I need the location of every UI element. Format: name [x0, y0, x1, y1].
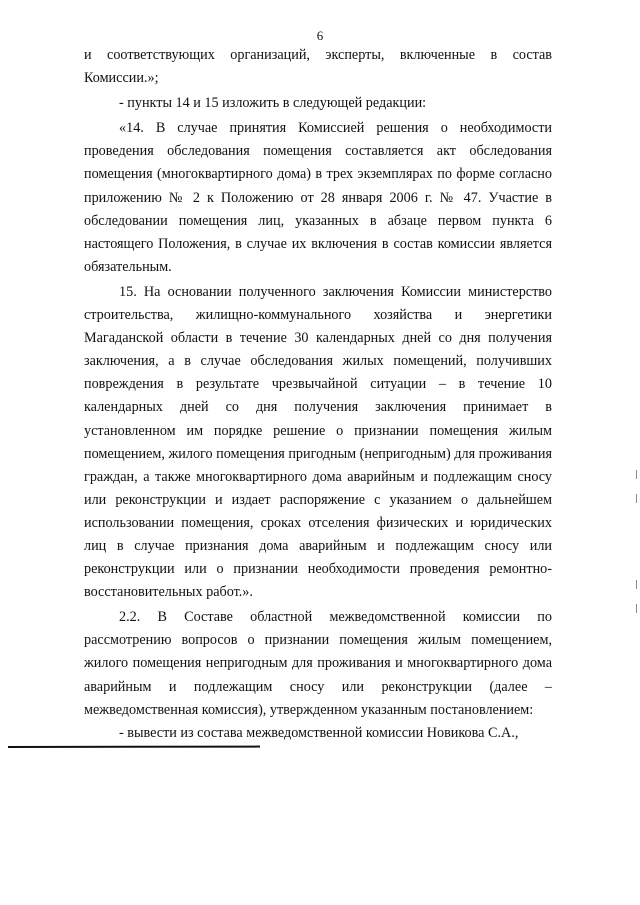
- scan-mark: [636, 604, 637, 613]
- paragraph-section-2-2: 2.2. В Составе областной межведомственной комиссии по рассмотрению вопросов о признании помещения жилым помещением, жилого помещения непригодным для проживания и многоквартирного дома аварийным и подлежащим сносу или реконструкции (далее – межведомственная комиссия), утвержденном указанным постановлением:: [84, 609, 552, 718]
- paragraph-items-intro: - пункты 14 и 15 изложить в следующей редакции:: [119, 95, 427, 112]
- scan-mark: [636, 580, 637, 589]
- document-body: [84, 44, 552, 745]
- footer-divider: [8, 746, 260, 748]
- paragraph-item-14: «14. В случае принятия Комиссией решения о необходимости проведения обследования помещения составляется акт обследования помещения (многоквартирного дома) в трех экземплярах по форме согласно приложению № 2 к Положению от 28 января 2006 г. № 47. Участие в обследовании помещения лиц, указанных в абзаце первом пункта 6 настоящего Положения, в случае их включения в состав комиссии является обязательным.: [84, 120, 552, 275]
- paragraph-remove-member: - вывести из состава межведомственной комиссии Новикова С.А.,: [119, 724, 519, 741]
- scan-mark: [636, 494, 637, 503]
- paragraph-continuation: и соответствующих организаций, эксперты, включенные в состав Комиссии.»;: [84, 47, 552, 87]
- page-number: 6: [316, 28, 324, 43]
- scan-mark: [636, 470, 637, 479]
- paragraph-item-15: 15. На основании полученного заключения Комиссии министерство строительства, жилищно-коммунального хозяйства и энергетики Магаданской области в течение 30 календарных дней со дня получения заключения, а в случае обследования жилых помещений, получивших повреждения в результате чрезвычайной ситуации – в течение 10 календарных дней со дня получения заключения принимает в установленном им порядке решение о признании помещения жилым помещением, жилого помещения пригодным (непригодным) для проживания граждан, а также многоквартирного дома аварийным и подлежащим сносу или реконструкции и издает распоряжение с указанием о дальнейшем использовании помещения, сроках отселения физических и юридических лиц в случае признания дома аварийным и подлежащим сносу или реконструкции или о признании необходимости проведения ремонтно-восстановительных работ.».: [84, 283, 552, 601]
